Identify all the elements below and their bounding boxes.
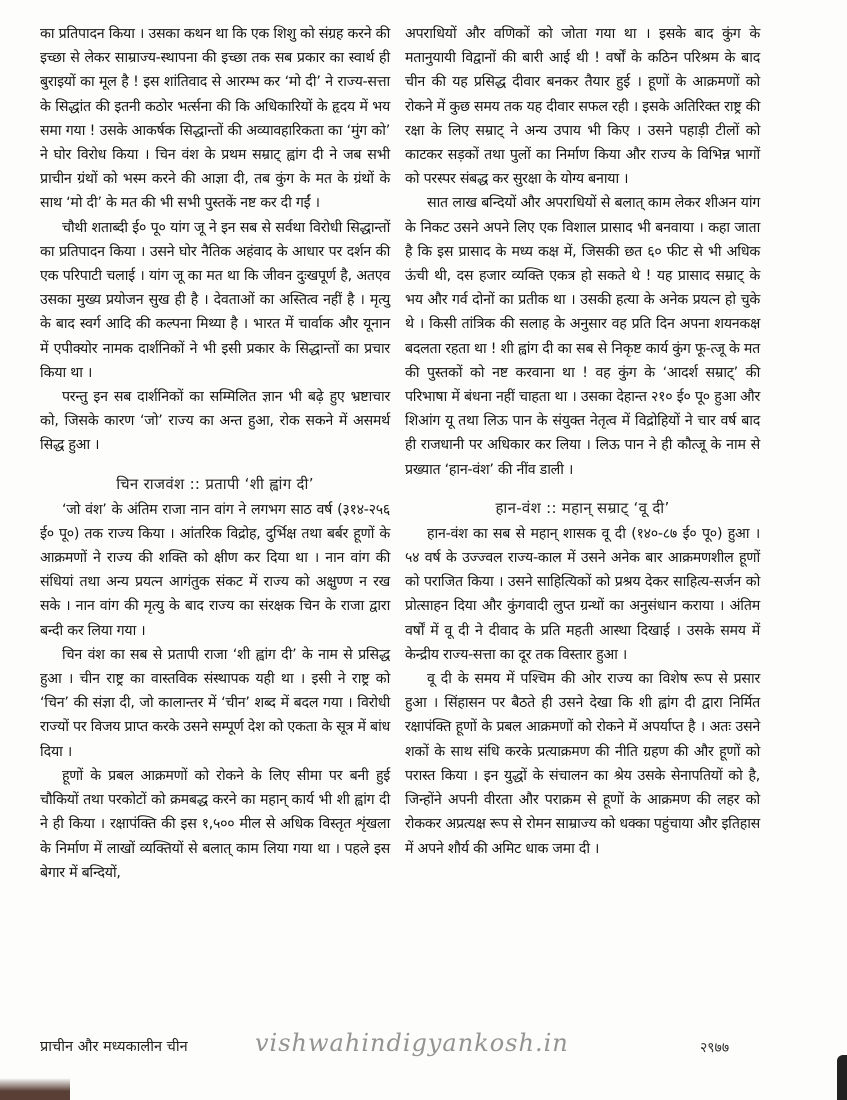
paragraph: चिन वंश का सब से प्रतापी राजा ‘शी ह्वांग दी’ के नाम से प्रसिद्ध हुआ । चीन राष्ट्र का वास्तविक संस्थापक यही था । इसी ने राष्ट्र को ‘चिन’ की संज्ञा दी, जो कालान्तर में ‘चीन’ शब्द में बदल गया । विरोधी राज्यों पर विजय प्राप्त करके उसने सम्पूर्ण देश को एकता के सूत्र में बांध दिया । <box>40 646 390 760</box>
paragraph: सात लाख बन्दियों और अपराधियों से बलात् काम लेकर शीअन यांग के निकट उसने अपने लिए एक विशाल प्रासाद भी बनवाया । कहा जाता है कि इस प्रासाद के मध्य कक्ष में, जिसकी छत ६० फीट से भी अधिक ऊंची थी, दस हजार व्यक्ति एकत्र हो सकते थे ! यह प्रासाद सम्राट् के भय और गर्व दोनों का प्रतीक था । उसकी हत्या के अनेक प्रयत्न हो चुके थे । किसी तांत्रिक की सलाह के अनुसार वह प्रति दिन अपना शयनकक्ष बदलता रहता था ! शी ह्वांग दी का सब से निकृष्ट कार्य कुंग फू-त्जू के मत की पुस्तकों को नष्ट करवाना था ! वह कुंग के ‘आदर्श सम्राट्’ की परिभाषा में बंधना नहीं चाहता था । उसका देहान्त २१० ई० पू० हुआ और शिआंग यू तथा लिऊ पान के संयुक्त नेतृत्व में विद्रोहियों ने चार वर्ष बाद ही राजधानी पर अधिकार कर लिया । लिऊ पान ने ही कौत्जू के नाम से प्रख्यात ‘हान-वंश’ की नींव डाली । <box>405 195 760 478</box>
paragraph: चौथी शताब्दी ई० पू० यांग जू ने इन सब से सर्वथा विरोधी सिद्धान्तों का प्रतिपादन किया । उसने घोर नैतिक अहंवाद के आधार पर दर्शन की एक परिपाटी चलाई । यांग जू का मत था कि जीवन दुःखपूर्ण है, अतएव उसका मुख्य प्रयोजन सुख ही है । देवताओं का अस्तित्व नहीं है । मृत्यु के बाद स्वर्ग आदि की कल्पना मिथ्या है । भारत में चार्वाक और यूनान में एपीक्योर नामक दार्शनिकों ने भी इसी प्रकार के सिद्धान्तों का प्रचार किया था । <box>40 219 390 381</box>
left-column <box>40 22 390 885</box>
paragraph: अपराधियों और वणिकों को जोता गया था । इसके बाद कुंग के मतानुयायी विद्वानों की बारी आई थी ! वर्षों के कठिन परिश्रम के बाद चीन की यह प्रसिद्ध दीवार बनकर तैयार हुई । हूणों के आक्रमणों को रोकने में कुछ समय तक यह दीवार सफल रही । इसके अतिरिक्त राष्ट्र की रक्षा के लिए सम्राट् ने अन्य उपाय भी किए । उसने पहाड़ी टीलों को काटकर सड़कों तथा पुलों का निर्माण किया और राज्य के विभिन्न भागों को परस्पर संबद्ध कर सुरक्षा के योग्य बनाया । <box>405 26 760 188</box>
paragraph: हूणों के प्रबल आक्रमणों को रोकने के लिए सीमा पर बनी हुई चौकियों तथा परकोटों को क्रमबद्ध करने का महान् कार्य भी शी ह्वांग दी ने ही किया । रक्षापंक्ति की इस १,५०० मील से अधिक विस्तृत शृंखला के निर्माण में लाखों व्यक्तियों से बलात् काम लिया गया था । पहले इस बेगार में बन्दियों, <box>40 767 390 881</box>
paragraph: परन्तु इन सब दार्शनिकों का सम्मिलित ज्ञान भी बढ़े हुए भ्रष्टाचार को, जिसके कारण ‘जो’ राज्य का अन्त हुआ, रोक सकने में असमर्थ सिद्ध हुआ । <box>40 389 390 454</box>
running-title: प्राचीन और मध्यकालीन चीन <box>40 1039 188 1055</box>
section-heading: हान-वंश :: महान् सम्राट् ‘वू दी’ <box>495 498 670 517</box>
paragraph: का प्रतिपादन किया । उसका कथन था कि एक शिशु को संग्रह करने की इच्छा से लेकर साम्राज्य-स्थापना की इच्छा तक सब प्रकार का स्वार्थ ही बुराइयों का मूल है ! इस शांतिवाद से आरम्भ कर ‘मो दी’ ने राज्य-सत्ता के सिद्धांत की इतनी कठोर भर्त्सना की कि अधिकारियों के हृदय में भय समा गया ! उसके आकर्षक सिद्धान्तों की अव्यावहारिकता का ‘मुंग को’ ने घोर विरोध किया । चिन वंश के प्रथम सम्राट् ह्वांग दी ने जब सभी प्राचीन ग्रंथों को भस्म करने की आज्ञा दी, तब कुंग के मत के ग्रंथों के साथ ‘मो दी’ के मत की भी सभी पुस्तकें नष्ट कर दी गईं । <box>40 26 390 212</box>
right-column <box>405 22 760 861</box>
paragraph: ‘जो वंश’ के अंतिम राजा नान वांग ने लगभग साठ वर्ष (३१४-२५६ ई० पू०) तक राज्य किया । आंतरिक विद्रोह, दुर्भिक्ष तथा बर्बर हूणों के आक्रमणों ने राज्य की शक्ति को क्षीण कर दिया था । नान वांग की संधियां तथा अन्य प्रयत्न आगंतुक संकट में राज्य को अक्षुण्ण न रख सके । नान वांग की मृत्यु के बाद राज्य का संरक्षक चिन के राजा द्वारा बन्दी कर लिया गया । <box>40 501 390 639</box>
watermark: vishwahindigyankosh.in <box>255 1029 569 1057</box>
section-heading: चिन राजवंश :: प्रतापी ‘शी ह्वांग दी’ <box>116 474 314 493</box>
paragraph: वू दी के समय में पश्चिम की ओर राज्य का विशेष रूप से प्रसार हुआ । सिंहासन पर बैठते ही उसने देखा कि शी ह्वांग दी द्वारा निर्मित रक्षापंक्ति हूणों के प्रबल आक्रमणों को रोकने में अपर्याप्त है । अतः उसने शकों के साथ संधि करके प्रत्याक्रमण की नीति ग्रहण की और हूणों को परास्त किया । इन युद्धों के संचालन का श्रेय उसके सेनापतियों को है, जिन्होंने अपनी वीरता और पराक्रम से हूणों के आक्रमण की लहर को रोककर अप्रत्यक्ष रूप से रोमन साम्राज्य को धक्का पहुंचाया और इतिहास में अपने शौर्य की अमिट धाक जमा दी । <box>405 671 760 857</box>
page-number: २९७७ <box>700 1040 730 1056</box>
scan-shadow <box>0 1078 70 1100</box>
scan-shadow <box>837 1055 847 1100</box>
paragraph: हान-वंश का सब से महान् शासक वू दी (१४०-८७ ई० पू०) हुआ । ५४ वर्ष के उज्ज्वल राज्य-काल में उसने अनेक बार आक्रमणशील हूणों को पराजित किया । उसने साहित्यिकों को प्रश्रय देकर साहित्य-सर्जन को प्रोत्साहन दिया और कुंगवादी लुप्त ग्रन्थों का अनुसंधान कराया । अंतिम वर्षों में वू दी ने दीवाद के प्रति महती आस्था दिखाई । उसके समय में केन्द्रीय राज्य-सत्ता का दूर तक विस्तार हुआ । <box>405 525 760 663</box>
